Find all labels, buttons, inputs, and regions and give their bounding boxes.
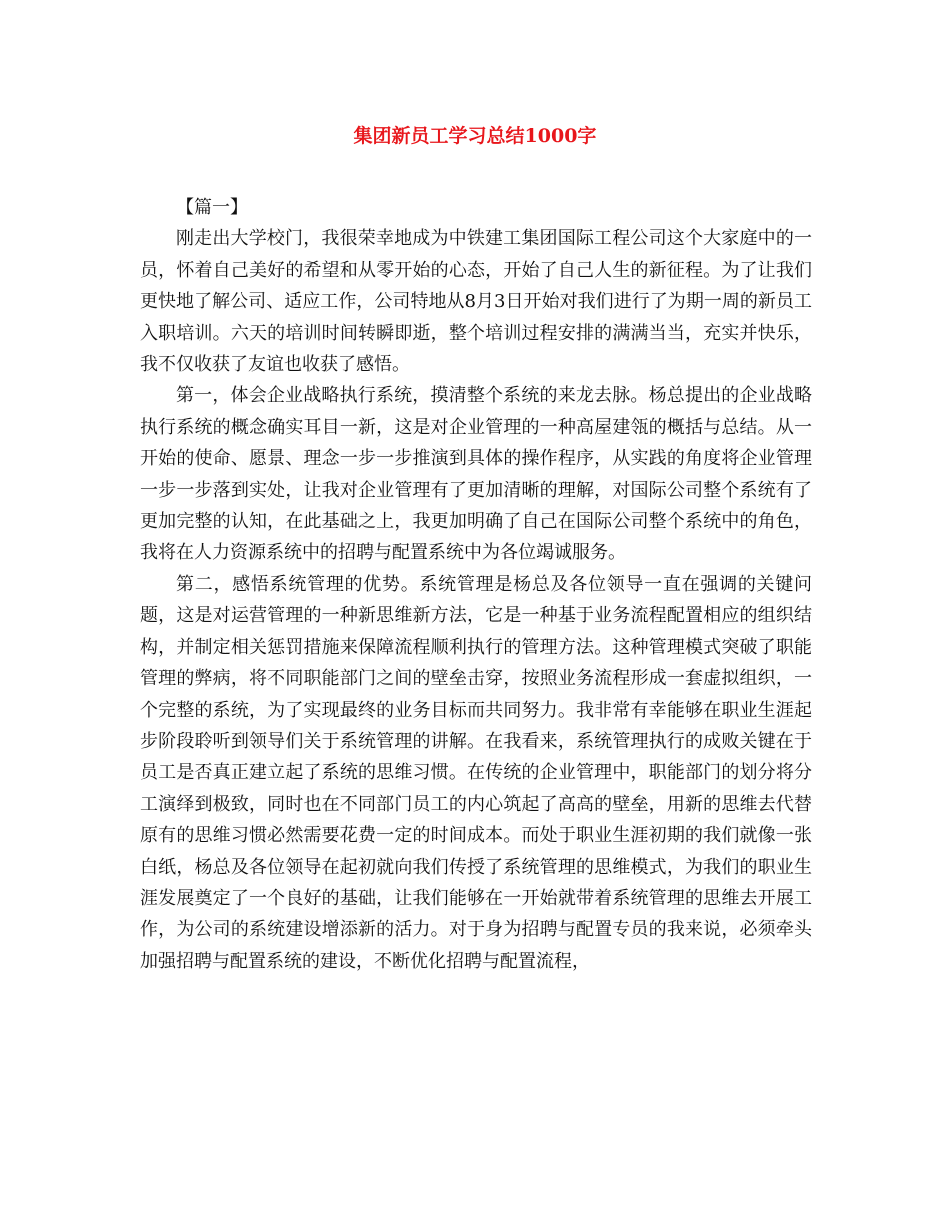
paragraph-intro: 刚走出大学校门，我很荣幸地成为中铁建工集团国际工程公司这个大家庭中的一员，怀着自己美好的希望和从零开始的心态，开始了自己人生的新征程。为了让我们更快地了解公司、适应工作，公司特地从8月3日开始对我们进行了为期一周的新员工入职培训。六天的培训时间转瞬即逝，整个培训过程安排的满满当当，充实并快乐，我不仅收获了友谊也收获了感悟。: [140, 228, 812, 376]
section-label: 【篇一】: [176, 197, 248, 218]
paragraph-second-point: 第二，感悟系统管理的优势。系统管理是杨总及各位领导一直在强调的关键问题，这是对运营管理的一种新思维新方法，它是一种基于业务流程配置相应的组织结构，并制定相关惩罚措施来保障流程顺利执行的管理方法。这种管理模式突破了职能管理的弊病，将不同职能部门之间的壁垒击穿，按照业务流程形成一套虚拟组织，一个完整的系统，为了实现最终的业务目标而共同努力。我非常有幸能够在职业生涯起步阶段聆听到领导们关于系统管理的讲解。在我看来，系统管理执行的成败关键在于员工是否真正建立起了系统的思维习惯。在传统的企业管理中，职能部门的划分将分工演绎到极致，同时也在不同部门员工的内心筑起了高高的壁垒，用新的思维去代替原有的思维习惯必然需要花费一定的时间成本。而处于职业生涯初期的我们就像一张白纸，杨总及各位领导在起初就向我们传授了系统管理的思维模式，为我们的职业生涯发展奠定了一个良好的基础，让我们能够在一开始就带着系统管理的思维去开展工作，为公司的系统建设增添新的活力。对于身为招聘与配置专员的我来说，必须牵头加强招聘与配置系统的建设，不断优化招聘与配置流程，: [140, 573, 812, 972]
paragraph-first-point: 第一，体会企业战略执行系统，摸清整个系统的来龙去脉。杨总提出的企业战略执行系统的概念确实耳目一新，这是对企业管理的一种高屋建瓴的概括与总结。从一开始的使命、愿景、理念一步一步推演到具体的操作程序，从实践的角度将企业管理一步一步落到实处，让我对企业管理有了更加清晰的理解，对国际公司整个系统有了更加完整的认知，在此基础之上，我更加明确了自己在国际公司整个系统中的角色，我将在人力资源系统中的招聘与配置系统中为各位竭诚服务。: [140, 385, 812, 564]
document-body: [140, 192, 812, 977]
document-title: 集团新员工学习总结1000字: [353, 125, 597, 147]
